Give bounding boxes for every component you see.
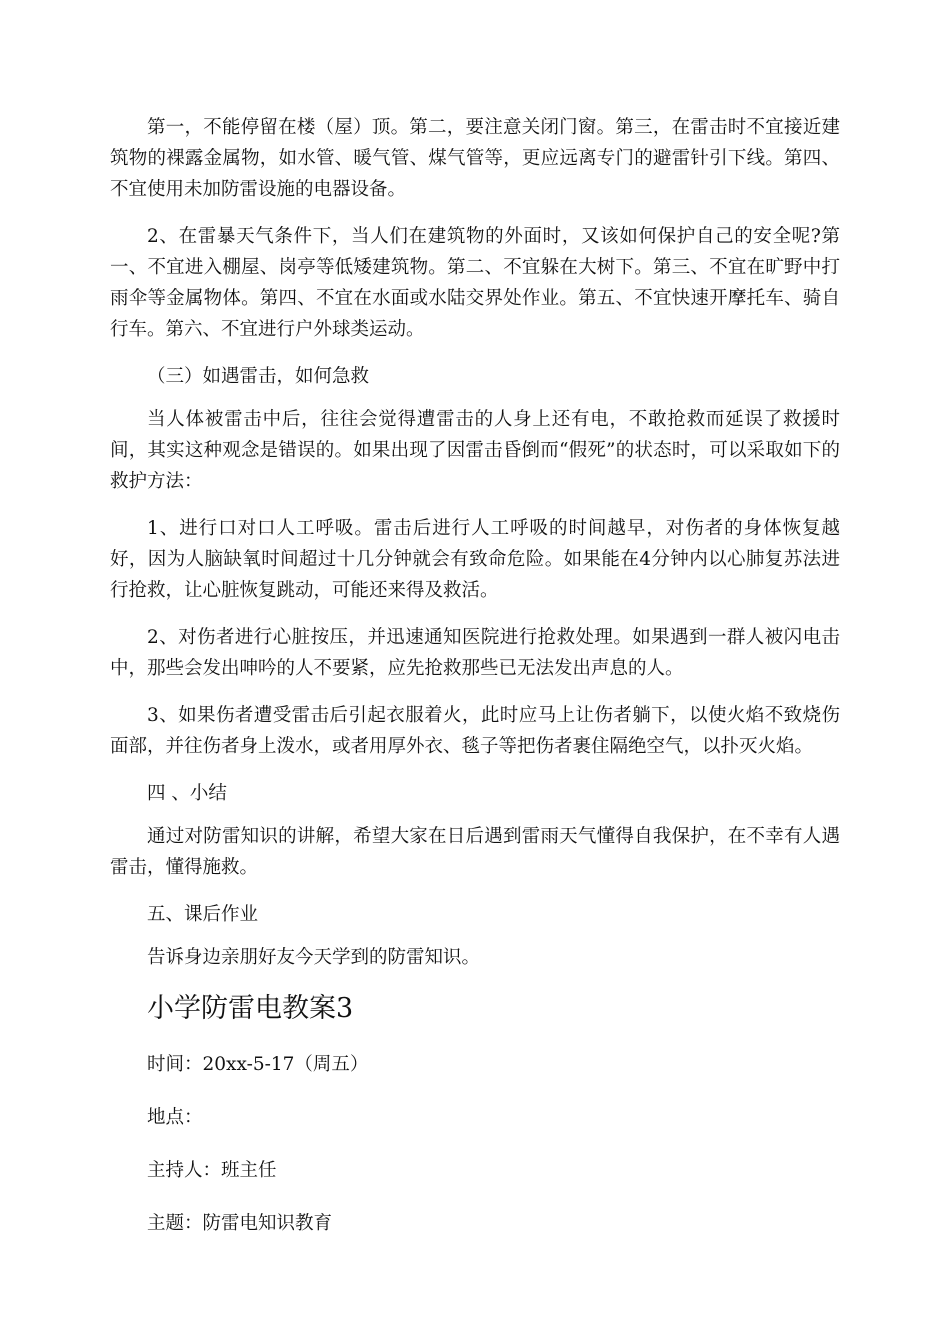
paragraph-indoor-safety: 第一，不能停留在楼（屋）顶。第二，要注意关闭门窗。第三，在雷击时不宜接近建筑物的裸露金属物，如水管、暖气管、煤气管等，更应远离专门的避雷针引下线。第四、不宜使用未加防雷设施的电器设备。 (110, 117, 840, 200)
subheading-first-aid: （三）如遇雷击，如何急救 (147, 366, 370, 387)
paragraph-first-aid-step-1: 1、进行口对口人工呼吸。雷击后进行人工呼吸的时间越早，对伤者的身体恢复越好，因为人脑缺氧时间超过十几分钟就会有致命危险。如果能在4分钟内以心肺复苏法进行抢救，让心脏恢复跳动，可能还来得及救活。 (110, 518, 840, 601)
subheading-summary: 四 、小结 (147, 783, 227, 804)
paragraph-first-aid-intro: 当人体被雷击中后，往往会觉得遭雷击的人身上还有电，不敢抢救而延误了救援时间，其实这种观念是错误的。如果出现了因雷击昏倒而“假死”的状态时，可以采取如下的救护方法： (110, 409, 840, 492)
paragraph-outdoor-safety: 2、在雷暴天气条件下，当人们在建筑物的外面时，又该如何保护自己的安全呢?第一、不宜进入棚屋、岗亭等低矮建筑物。第二、不宜躲在大树下。第三、不宜在旷野中打雨伞等金属物体。第四、不宜在水面或水陆交界处作业。第五、不宜快速开摩托车、骑自行车。第六、不宜进行户外球类运动。 (110, 226, 840, 340)
meta-host: 主持人：班主任 (147, 1160, 277, 1181)
meta-time: 时间：20xx-5-17（周五） (147, 1054, 369, 1075)
lesson-plan-title: 小学防雷电教案3 (147, 993, 354, 1024)
meta-theme: 主题：防雷电知识教育 (147, 1213, 333, 1234)
paragraph-first-aid-step-3: 3、如果伤者遭受雷击后引起衣服着火，此时应马上让伤者躺下，以使火焰不致烧伤面部，并往伤者身上泼水，或者用厚外衣、毯子等把伤者裹住隔绝空气，以扑灭火焰。 (110, 705, 840, 757)
subheading-homework: 五、课后作业 (147, 904, 259, 925)
document-page (110, 112, 840, 1261)
paragraph-homework: 告诉身边亲朋好友今天学到的防雷知识。 (147, 947, 481, 968)
paragraph-summary: 通过对防雷知识的讲解，希望大家在日后遇到雷雨天气懂得自我保护，在不幸有人遇雷击，懂得施救。 (110, 826, 840, 878)
meta-place: 地点： (147, 1107, 203, 1128)
paragraph-first-aid-step-2: 2、对伤者进行心脏按压，并迅速通知医院进行抢救处理。如果遇到一群人被闪电击中，那些会发出呻吟的人不要紧，应先抢救那些已无法发出声息的人。 (110, 627, 840, 679)
